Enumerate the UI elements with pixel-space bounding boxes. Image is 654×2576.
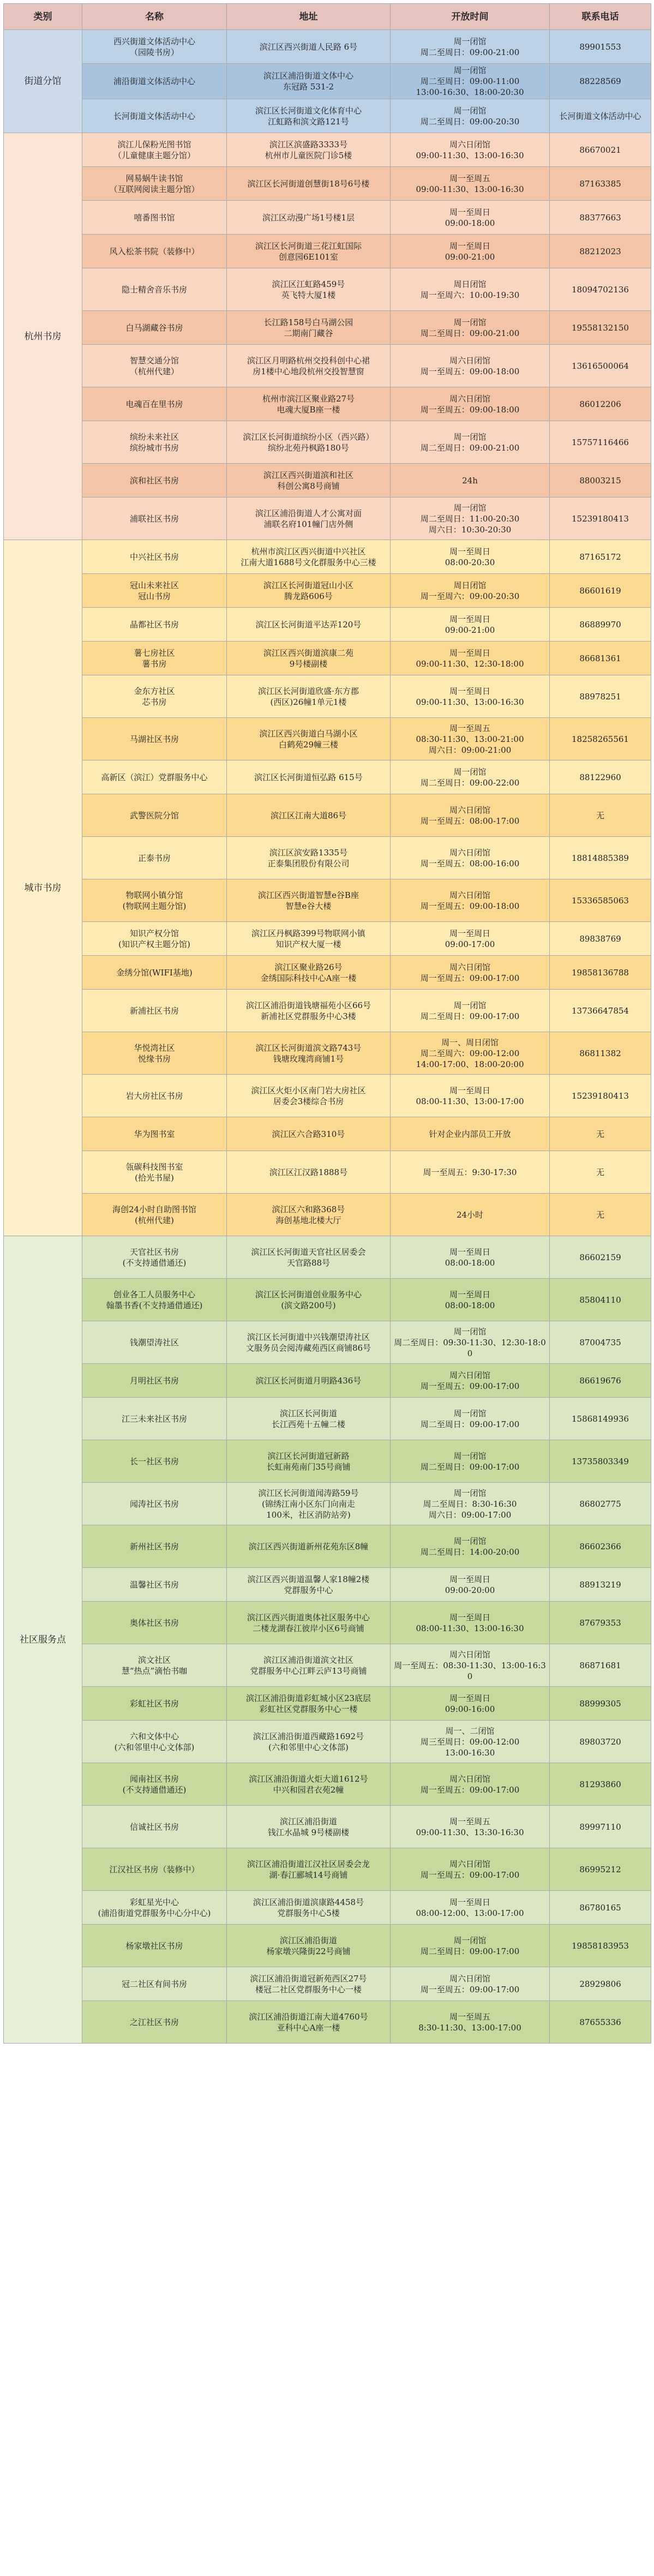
opening-hours: 周一至周日 09:00-21:00 bbox=[391, 235, 550, 268]
library-address: 杭州市滨江区聚业路27号 电魂大厦B座一楼 bbox=[227, 387, 391, 421]
contact-phone: 18094702136 bbox=[550, 268, 651, 311]
contact-phone: 87655336 bbox=[550, 2001, 651, 2044]
table-row bbox=[4, 1806, 651, 1848]
category-cell: 社区服务点 bbox=[4, 1236, 82, 2044]
library-name: 白马湖藏谷书房 bbox=[82, 311, 227, 345]
library-address: 滨江区长河街道创慧街18号6号楼 bbox=[227, 167, 391, 201]
contact-phone: 无 bbox=[550, 1194, 651, 1236]
opening-hours: 周六日闭馆 周一至周五：09:00-17:00 bbox=[391, 1364, 550, 1398]
library-name: 温馨社区书房 bbox=[82, 1568, 227, 1602]
table-body bbox=[4, 30, 651, 2044]
opening-hours: 周一闭馆 周二至周日：09:00-21:00 bbox=[391, 311, 550, 345]
contact-phone: 15239180413 bbox=[550, 498, 651, 540]
contact-phone: 89803720 bbox=[550, 1721, 651, 1763]
contact-phone: 86602366 bbox=[550, 1525, 651, 1568]
table-row bbox=[4, 1687, 651, 1721]
contact-phone: 19558132150 bbox=[550, 311, 651, 345]
library-name: 电魂百在里书房 bbox=[82, 387, 227, 421]
table-row bbox=[4, 1568, 651, 1602]
contact-phone: 86802775 bbox=[550, 1483, 651, 1525]
library-address: 滨江区火炬小区南门岩大房社区 居委会3楼综合书房 bbox=[227, 1075, 391, 1117]
opening-hours: 周一至周五 09:00-11:30、13:30-16:30 bbox=[391, 1806, 550, 1848]
library-address: 滨江区长河街道冠新路 长虹南苑南门35号商铺 bbox=[227, 1440, 391, 1483]
opening-hours: 周一至周日 08:00-20:30 bbox=[391, 540, 550, 574]
library-address: 滨江区浦沿街道滨康路4458号 党群服务中心5楼 bbox=[227, 1891, 391, 1925]
library-name: 长一社区书房 bbox=[82, 1440, 227, 1483]
contact-phone: 15336585063 bbox=[550, 879, 651, 922]
library-name: 新浦社区书房 bbox=[82, 990, 227, 1032]
table-row bbox=[4, 387, 651, 421]
table-row bbox=[4, 1032, 651, 1075]
library-address: 滨江区长河街道中兴钱潮望涛社区 文服务员会阅涛藏苑西区商铺86号 bbox=[227, 1321, 391, 1364]
table-row bbox=[4, 1925, 651, 1967]
library-address: 滨江区西兴街道滨康二苑 9号楼副楼 bbox=[227, 642, 391, 675]
library-name: 网易蜗牛读书馆 （互联网阅读主题分馆） bbox=[82, 167, 227, 201]
opening-hours: 周一至周五 09:00-11:30、13:00-16:30 bbox=[391, 167, 550, 201]
library-address: 滨江区西兴街道新州花苑东区8幢 bbox=[227, 1525, 391, 1568]
library-name: 高新区（滨江）党群服务中心 bbox=[82, 760, 227, 794]
library-name: 创业各工人员服务中心 翰墨书香(不支持通借通还) bbox=[82, 1279, 227, 1321]
opening-hours: 周六日闭馆 周一至周五：08:30-11:30、13:00-16:30 bbox=[391, 1644, 550, 1687]
opening-hours: 周一至周日 08:00-18:00 bbox=[391, 1236, 550, 1279]
library-name: 冠二社区有间书房 bbox=[82, 1967, 227, 2001]
table-row bbox=[4, 464, 651, 498]
table-row bbox=[4, 1721, 651, 1763]
library-address: 滨江区长河街道闻涛路59号 (锦绣江南小区东门向南走 100米，社区消防站旁) bbox=[227, 1483, 391, 1525]
library-address: 滨江区长河街道 长江西苑十五幢二楼 bbox=[227, 1398, 391, 1440]
opening-hours: 周一至周日 08:00-18:00 bbox=[391, 1279, 550, 1321]
table-row bbox=[4, 540, 651, 574]
opening-hours: 周一闭馆 周二至周日：8:30-16:30 周六日：09:00-17:00 bbox=[391, 1483, 550, 1525]
library-address: 滨江区长河街道欣盛·东方郡 (西区)26幢1单元1楼 bbox=[227, 675, 391, 718]
table-row bbox=[4, 990, 651, 1032]
opening-hours: 周一闭馆 周二至周日：09:00-21:00 bbox=[391, 30, 550, 64]
table-row bbox=[4, 956, 651, 990]
table-row bbox=[4, 1117, 651, 1151]
contact-phone: 86012206 bbox=[550, 387, 651, 421]
library-address: 滨江区西兴街道奥体社区服务中心 二楼龙湖春江彼岸小区6号商铺 bbox=[227, 1602, 391, 1644]
library-address: 杭州市滨江区西兴街道中兴社区 江南大道1688号文化群服务中心三楼 bbox=[227, 540, 391, 574]
table-row bbox=[4, 30, 651, 64]
table-row bbox=[4, 1483, 651, 1525]
table-row bbox=[4, 1151, 651, 1194]
table-row bbox=[4, 167, 651, 201]
library-name: 六和文体中心 (六和邻里中心文体部) bbox=[82, 1721, 227, 1763]
table-row bbox=[4, 879, 651, 922]
table-row bbox=[4, 235, 651, 268]
contact-phone: 长河街道文体活动中心 bbox=[550, 99, 651, 133]
library-name: 武警医院分馆 bbox=[82, 794, 227, 837]
opening-hours: 周一闭馆 周二至周日：09:00-17:00 bbox=[391, 1398, 550, 1440]
contact-phone: 87165172 bbox=[550, 540, 651, 574]
library-address: 滨江区长河街道缤纷小区（西兴路） 缤纷北苑丹枫路180号 bbox=[227, 421, 391, 464]
library-address: 滨江区长河街道三花江虹国际 创意园6E101室 bbox=[227, 235, 391, 268]
library-name: 江三未来社区书房 bbox=[82, 1398, 227, 1440]
library-name: 奥体社区书房 bbox=[82, 1602, 227, 1644]
contact-phone: 86871681 bbox=[550, 1644, 651, 1687]
library-address: 滨江区江虹路459号 英飞特大厦1楼 bbox=[227, 268, 391, 311]
opening-hours: 24小时 bbox=[391, 1194, 550, 1236]
category-cell: 街道分馆 bbox=[4, 30, 82, 133]
library-address: 滨江区浦沿街道江汉社区居委会龙 湖·春江郦城14号商铺 bbox=[227, 1848, 391, 1891]
contact-phone: 86602159 bbox=[550, 1236, 651, 1279]
contact-phone: 86681361 bbox=[550, 642, 651, 675]
table-row bbox=[4, 1602, 651, 1644]
table-row bbox=[4, 201, 651, 235]
table-row bbox=[4, 794, 651, 837]
table-row bbox=[4, 718, 651, 760]
category-cell: 杭州书房 bbox=[4, 133, 82, 540]
opening-hours: 周一闭馆 周二至周日：09:00-11:00 13:00-16:30、18:00-20:30 bbox=[391, 64, 550, 99]
contact-phone: 88003215 bbox=[550, 464, 651, 498]
opening-hours: 周一至周日 08:00-11:30、13:00-17:00 bbox=[391, 1075, 550, 1117]
table-row bbox=[4, 2001, 651, 2044]
library-address: 滨江区浦沿街道钱塘福苑小区66号 新浦社区党群服务中心3楼 bbox=[227, 990, 391, 1032]
library-name: 中兴社区书房 bbox=[82, 540, 227, 574]
table-row bbox=[4, 1279, 651, 1321]
table-row bbox=[4, 574, 651, 608]
contact-phone: 无 bbox=[550, 794, 651, 837]
contact-phone: 86811382 bbox=[550, 1032, 651, 1075]
contact-phone: 87679353 bbox=[550, 1602, 651, 1644]
library-address: 滨江区长河街道创业服务中心 (滨文路200号) bbox=[227, 1279, 391, 1321]
opening-hours: 周一至周五：9:30-17:30 bbox=[391, 1151, 550, 1194]
opening-hours: 周一闭馆 周二至周日：09:30-11:30、12:30-18:00 bbox=[391, 1321, 550, 1364]
table-row bbox=[4, 1644, 651, 1687]
library-address: 滨江区六和路368号 海创基地北楼大厅 bbox=[227, 1194, 391, 1236]
table-row bbox=[4, 837, 651, 879]
opening-hours: 周一闭馆 周二至周日：09:00-22:00 bbox=[391, 760, 550, 794]
contact-phone: 18258265561 bbox=[550, 718, 651, 760]
library-name: 岩大房社区书房 bbox=[82, 1075, 227, 1117]
table-row bbox=[4, 1194, 651, 1236]
library-address: 滨江区长河街道平达弄120号 bbox=[227, 608, 391, 642]
opening-hours: 周日闭馆 周一至周六：09:00-20:30 bbox=[391, 574, 550, 608]
opening-hours: 周一闭馆 周二至周日：09:00-17:00 bbox=[391, 1440, 550, 1483]
library-address: 滨江区滨盛路3333号 杭州市儿童医院门诊5楼 bbox=[227, 133, 391, 167]
library-name: 晶都社区书房 bbox=[82, 608, 227, 642]
table-row bbox=[4, 1440, 651, 1483]
library-name: 滨江儿保粉光图书馆 （儿童健康主题分馆） bbox=[82, 133, 227, 167]
opening-hours: 周一至周日 09:00-21:00 bbox=[391, 608, 550, 642]
library-name: 之江社区书房 bbox=[82, 2001, 227, 2044]
library-address: 滨江区长河街道天官社区居委会 天官路88号 bbox=[227, 1236, 391, 1279]
opening-hours: 周日闭馆 周一至周六：10:00-19:30 bbox=[391, 268, 550, 311]
library-name: 闻南社区书房 (不支持通借通还) bbox=[82, 1763, 227, 1806]
library-name: 物联网小镇分馆 (物联网主题分馆) bbox=[82, 879, 227, 922]
table-row bbox=[4, 608, 651, 642]
library-name: 滨文社区 慧“热点”滴怡书咖 bbox=[82, 1644, 227, 1687]
header-phone: 联系电话 bbox=[550, 4, 651, 30]
header-category: 类别 bbox=[4, 4, 82, 30]
opening-hours: 周六日闭馆 周一至周五：09:00-17:00 bbox=[391, 1848, 550, 1891]
library-address: 滨江区月明路杭州交投科创中心裙 房1楼中心地段杭州交投智慧窗 bbox=[227, 345, 391, 387]
contact-phone: 18814885389 bbox=[550, 837, 651, 879]
library-name: 知识产权分馆 (知识产权主题分馆) bbox=[82, 922, 227, 956]
library-address: 滨江区西兴街道滨和社区 科创公寓8号商铺 bbox=[227, 464, 391, 498]
library-address: 滨江区长河街道文化体育中心 江虹路和滨文路121号 bbox=[227, 99, 391, 133]
contact-phone: 88122960 bbox=[550, 760, 651, 794]
library-name: 闻涛社区书房 bbox=[82, 1483, 227, 1525]
contact-phone: 88999305 bbox=[550, 1687, 651, 1721]
contact-phone: 85804110 bbox=[550, 1279, 651, 1321]
opening-hours: 周一至周五 8:30-11:30、13:00-17:00 bbox=[391, 2001, 550, 2044]
library-address: 长江路158号白马湖公园 二期南门藏谷 bbox=[227, 311, 391, 345]
table-row bbox=[4, 675, 651, 718]
library-name: 瓴碳科技图书室 (拾光书屋) bbox=[82, 1151, 227, 1194]
library-name: 彩虹星光中心 (浦沿街道党群服务中心分中心) bbox=[82, 1891, 227, 1925]
contact-phone: 19858136788 bbox=[550, 956, 651, 990]
table-row bbox=[4, 1848, 651, 1891]
library-address: 滨江区动漫广场1号楼1层 bbox=[227, 201, 391, 235]
header-row bbox=[4, 4, 651, 30]
library-name: 天官社区书房 (不支持通借通还) bbox=[82, 1236, 227, 1279]
library-address: 滨江区浦沿街道火炬大道1612号 中兴和园君衣苑2幢 bbox=[227, 1763, 391, 1806]
category-cell: 城市书房 bbox=[4, 540, 82, 1236]
contact-phone: 无 bbox=[550, 1151, 651, 1194]
library-address: 滨江区浦沿街道西藏路1692号 (六和邻里中心文体部) bbox=[227, 1721, 391, 1763]
contact-phone: 15239180413 bbox=[550, 1075, 651, 1117]
contact-phone: 86780165 bbox=[550, 1891, 651, 1925]
library-address: 滨江区浦沿街道人才公寓对面 浦联名府101幢门店外侧 bbox=[227, 498, 391, 540]
table-row bbox=[4, 133, 651, 167]
library-address: 滨江区丹枫路399号物联网小镇 知识产权大厦一楼 bbox=[227, 922, 391, 956]
table-row bbox=[4, 1525, 651, 1568]
opening-hours: 周一闭馆 周二至周日：14:00-20:00 bbox=[391, 1525, 550, 1568]
library-name: 智慧交通分馆 （杭州代建） bbox=[82, 345, 227, 387]
library-name: 薯七房社区 薯书房 bbox=[82, 642, 227, 675]
library-name: 金绣分馆(WIFI基地) bbox=[82, 956, 227, 990]
opening-hours: 针对企业内部员工开放 bbox=[391, 1117, 550, 1151]
library-name: 月明社区书房 bbox=[82, 1364, 227, 1398]
library-address: 滨江区浦沿街道冠新苑西区27号 楼冠二社区党群服务中心一楼 bbox=[227, 1967, 391, 2001]
table-row bbox=[4, 1236, 651, 1279]
opening-hours: 周一闭馆 周二至周日：09:00-21:00 bbox=[391, 421, 550, 464]
opening-hours: 周一闭馆 周二至周日：09:00-17:00 bbox=[391, 1925, 550, 1967]
contact-phone: 89838769 bbox=[550, 922, 651, 956]
table-row bbox=[4, 1075, 651, 1117]
library-name: 嘻番图书馆 bbox=[82, 201, 227, 235]
library-name: 滨和社区书房 bbox=[82, 464, 227, 498]
opening-hours: 周一至周日 08:00-12:00、13:00-17:00 bbox=[391, 1891, 550, 1925]
contact-phone: 15868149936 bbox=[550, 1398, 651, 1440]
library-name: 新州社区书房 bbox=[82, 1525, 227, 1568]
library-name: 马湖社区书房 bbox=[82, 718, 227, 760]
library-name: 彩虹社区书房 bbox=[82, 1687, 227, 1721]
opening-hours: 周一至周日 09:00-16:00 bbox=[391, 1687, 550, 1721]
table-row bbox=[4, 311, 651, 345]
opening-hours: 周六日闭馆 周一至周五：09:00-18:00 bbox=[391, 879, 550, 922]
contact-phone: 81293860 bbox=[550, 1763, 651, 1806]
opening-hours: 周一闭馆 周二至周日：11:00-20:30 周六日：10:30-20:30 bbox=[391, 498, 550, 540]
contact-phone: 86619676 bbox=[550, 1364, 651, 1398]
library-address: 滨江区浦沿街道彩虹城小区23底层 彩虹社区党群服务中心一楼 bbox=[227, 1687, 391, 1721]
library-address: 滨江区浦沿街道 杨家墩兴隆街22号商铺 bbox=[227, 1925, 391, 1967]
table-row bbox=[4, 345, 651, 387]
library-name: 缤纷未来社区 缤纷城市书房 bbox=[82, 421, 227, 464]
table-row bbox=[4, 64, 651, 99]
library-name: 金东方社区 芯书房 bbox=[82, 675, 227, 718]
library-name: 浦联社区书房 bbox=[82, 498, 227, 540]
contact-phone: 86670021 bbox=[550, 133, 651, 167]
contact-phone: 89901553 bbox=[550, 30, 651, 64]
contact-phone: 86995212 bbox=[550, 1848, 651, 1891]
library-name: 江汉社区书房（装修中） bbox=[82, 1848, 227, 1891]
header-name: 名称 bbox=[82, 4, 227, 30]
library-address: 滨江区西兴街道智慧e谷B座 智慧e谷大楼 bbox=[227, 879, 391, 922]
opening-hours: 周一、二闭馆 周三至周日：09:00-12:00 13:00-16:30 bbox=[391, 1721, 550, 1763]
table-row bbox=[4, 1364, 651, 1398]
library-name: 正泰书房 bbox=[82, 837, 227, 879]
library-address: 滨江区西兴街道温馨人家18幢2楼 党群服务中心 bbox=[227, 1568, 391, 1602]
opening-hours: 周一至周日 09:00-11:30、12:30-18:00 bbox=[391, 642, 550, 675]
library-name: 海创24小时自助图书馆 (杭州代建) bbox=[82, 1194, 227, 1236]
contact-phone: 87004735 bbox=[550, 1321, 651, 1364]
library-name: 华为图书室 bbox=[82, 1117, 227, 1151]
opening-hours: 周六日闭馆 09:00-11:30、13:00-16:30 bbox=[391, 133, 550, 167]
library-address: 滨江区江南大道86号 bbox=[227, 794, 391, 837]
library-name: 华悦湾社区 悦缘书房 bbox=[82, 1032, 227, 1075]
contact-phone: 87163385 bbox=[550, 167, 651, 201]
library-name: 风入松茶书院（装修中） bbox=[82, 235, 227, 268]
library-name: 隐士精舍音乐书房 bbox=[82, 268, 227, 311]
table-row bbox=[4, 421, 651, 464]
opening-hours: 周一、周日闭馆 周二至周六：09:00-12:00 14:00-17:00、18:00-20:00 bbox=[391, 1032, 550, 1075]
contact-phone: 13616500064 bbox=[550, 345, 651, 387]
table-row bbox=[4, 268, 651, 311]
library-address: 滨江区长河街道月明路436号 bbox=[227, 1364, 391, 1398]
contact-phone: 88978251 bbox=[550, 675, 651, 718]
library-directory-table bbox=[3, 3, 651, 2044]
library-name: 西兴街道文体活动中心 （园陵书房） bbox=[82, 30, 227, 64]
contact-phone: 88913219 bbox=[550, 1568, 651, 1602]
library-address: 滨江区长河街道滨文路743号 钱塘玫瑰湾商铺1号 bbox=[227, 1032, 391, 1075]
table-row bbox=[4, 1763, 651, 1806]
contact-phone: 28929806 bbox=[550, 1967, 651, 2001]
contact-phone: 15757116466 bbox=[550, 421, 651, 464]
table-row bbox=[4, 99, 651, 133]
contact-phone: 89997110 bbox=[550, 1806, 651, 1848]
opening-hours: 周六日闭馆 周一至周五：09:00-18:00 bbox=[391, 387, 550, 421]
opening-hours: 周一闭馆 周二至周日：09:00-20:30 bbox=[391, 99, 550, 133]
library-name: 浦沿街道文体活动中心 bbox=[82, 64, 227, 99]
contact-phone: 86889970 bbox=[550, 608, 651, 642]
contact-phone: 13736647854 bbox=[550, 990, 651, 1032]
contact-phone: 88212023 bbox=[550, 235, 651, 268]
library-address: 滨江区浦沿街道江南大道4760号 亚科中心A座一楼 bbox=[227, 2001, 391, 2044]
library-address: 滨江区滨安路1335号 正泰集团股份有限公司 bbox=[227, 837, 391, 879]
opening-hours: 周六日闭馆 周一至周五：08:00-17:00 bbox=[391, 794, 550, 837]
table-row bbox=[4, 1967, 651, 2001]
contact-phone: 86601619 bbox=[550, 574, 651, 608]
library-name: 钱潮望涛社区 bbox=[82, 1321, 227, 1364]
library-address: 滨江区长河街道恒弘路 615号 bbox=[227, 760, 391, 794]
library-name: 杨家墩社区书房 bbox=[82, 1925, 227, 1967]
library-name: 长河街道文体活动中心 bbox=[82, 99, 227, 133]
opening-hours: 周六日闭馆 周一至周五：09:00-18:00 bbox=[391, 345, 550, 387]
table-row bbox=[4, 642, 651, 675]
opening-hours: 周六日闭馆 周一至周五：08:00-16:00 bbox=[391, 837, 550, 879]
contact-phone: 无 bbox=[550, 1117, 651, 1151]
library-address: 滨江区江汉路1888号 bbox=[227, 1151, 391, 1194]
table-row bbox=[4, 922, 651, 956]
library-address: 滨江区西兴街道白马湖小区 白鹤苑29幢三楼 bbox=[227, 718, 391, 760]
library-address: 滨江区长河街道冠山小区 腾龙路606号 bbox=[227, 574, 391, 608]
opening-hours: 周一至周日 08:00-11:30、13:00-16:30 bbox=[391, 1602, 550, 1644]
opening-hours: 周一至周日 09:00-18:00 bbox=[391, 201, 550, 235]
opening-hours: 周一至周日 09:00-17:00 bbox=[391, 922, 550, 956]
contact-phone: 19858183953 bbox=[550, 1925, 651, 1967]
library-address: 滨江区六合路310号 bbox=[227, 1117, 391, 1151]
library-address: 滨江区西兴街道人民路 6号 bbox=[227, 30, 391, 64]
opening-hours: 周一至周五 08:30-11:30、13:00-21:00 周六日：09:00-21:00 bbox=[391, 718, 550, 760]
table-row bbox=[4, 1398, 651, 1440]
opening-hours: 周六日闭馆 周一至周五：09:00-17:00 bbox=[391, 1763, 550, 1806]
opening-hours: 周一至周日 09:00-11:30、13:00-16:30 bbox=[391, 675, 550, 718]
library-name: 信诚社区书房 bbox=[82, 1806, 227, 1848]
header-address: 地址 bbox=[227, 4, 391, 30]
contact-phone: 13735803349 bbox=[550, 1440, 651, 1483]
opening-hours: 周一至周日 09:00-20:00 bbox=[391, 1568, 550, 1602]
library-address: 滨江区浦沿街道滨文社区 党群服务中心江畔云庐13号商铺 bbox=[227, 1644, 391, 1687]
header-hours: 开放时间 bbox=[391, 4, 550, 30]
table-row bbox=[4, 1321, 651, 1364]
library-address: 滨江区浦沿街道文体中心 东冠路 531-2 bbox=[227, 64, 391, 99]
contact-phone: 88377663 bbox=[550, 201, 651, 235]
opening-hours: 周一闭馆 周二至周日：09:00-17:00 bbox=[391, 990, 550, 1032]
library-name: 冠山未来社区 冠山书房 bbox=[82, 574, 227, 608]
opening-hours: 周六日闭馆 周一至周五：09:00-17:00 bbox=[391, 1967, 550, 2001]
table-row bbox=[4, 1891, 651, 1925]
opening-hours: 24h bbox=[391, 464, 550, 498]
contact-phone: 88228569 bbox=[550, 64, 651, 99]
table-row bbox=[4, 498, 651, 540]
opening-hours: 周六日闭馆 周一至周五：09:00-17:00 bbox=[391, 956, 550, 990]
library-address: 滨江区聚业路26号 金绣国际科技中心A座一楼 bbox=[227, 956, 391, 990]
library-address: 滨江区浦沿街道 钱江水晶城 9号楼副楼 bbox=[227, 1806, 391, 1848]
table-row bbox=[4, 760, 651, 794]
